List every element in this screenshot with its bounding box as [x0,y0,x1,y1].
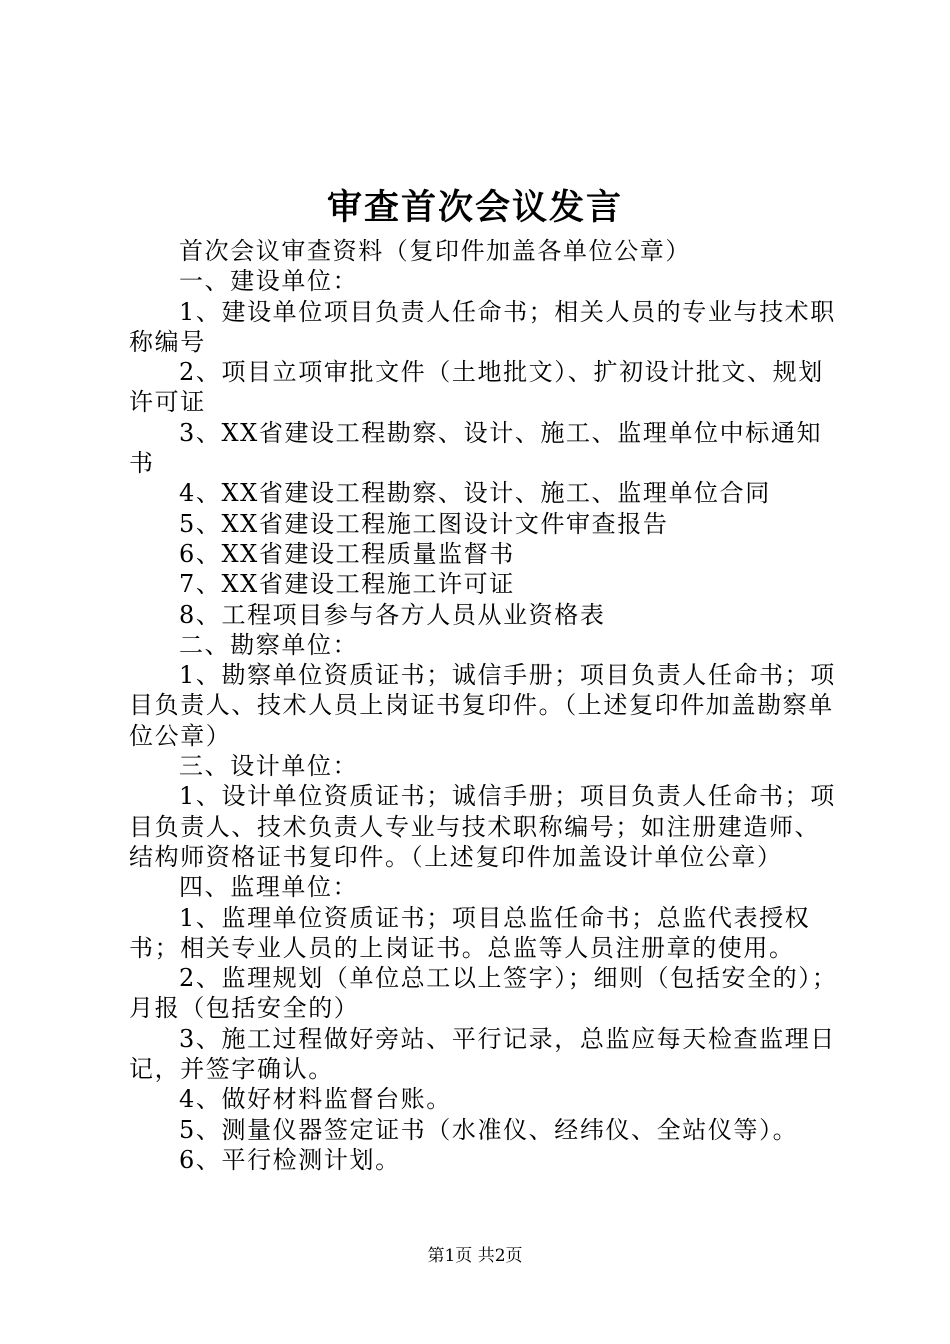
document-title: 审查首次会议发言 [326,187,623,228]
list-item: 8、工程项目参与各方人员从业资格表 [179,600,606,629]
list-item: 5、测量仪器签定证书（水准仪、经纬仪、全站仪等）。 [179,1115,799,1144]
list-item: 1、勘察单位资质证书；诚信手册；项目负责人任命书；项目负责人、技术人员上岗证书复印件。（上述复印件加盖勘察单位公章） [129,661,836,750]
list-item: 4、做好材料监督台账。 [179,1085,452,1114]
list-item: 4、XX省建设工程勘察、设计、施工、监理单位合同 [179,479,771,508]
section-heading-supervision-unit: 四、监理单位： [179,873,359,902]
document-body [129,236,841,1175]
section-heading-design-unit: 三、设计单位： [179,752,359,781]
page-footer: 第1页 共2页 [427,1246,523,1266]
list-item: 1、设计单位资质证书；诚信手册；项目负责人任命书；项目负责人、技术负责人专业与技术职称编号；如注册建造师、结构师资格证书复印件。（上述复印件加盖设计单位公章） [129,782,836,871]
list-item: 5、XX省建设工程施工图设计文件审查报告 [179,509,669,538]
list-item: 6、平行检测计划。 [179,1145,401,1174]
list-item: 2、监理规划（单位总工以上签字）；细则（包括安全的）；月报（包括安全的） [129,964,838,1023]
paragraph-intro: 首次会议审查资料（复印件加盖各单位公章） [179,237,691,265]
list-item: 6、XX省建设工程质量监督书 [179,539,515,568]
list-item: 3、施工过程做好旁站、平行记录，总监应每天检查监理日记，并签字确认。 [129,1024,836,1084]
list-item: 2、项目立项审批文件（土地批文）、扩初设计批文、规划许可证 [129,358,824,417]
list-item: 7、XX省建设工程施工许可证 [179,570,515,599]
list-item: 1、监理单位资质证书；项目总监任命书；总监代表授权书；相关专业人员的上岗证书。总监等人员注册章的使用。 [129,903,811,962]
section-heading-construction-unit: 一、建设单位： [179,267,359,296]
list-item: 3、XX省建设工程勘察、设计、施工、监理单位中标通知书 [129,418,823,478]
list-item: 1、建设单位项目负责人任命书；相关人员的专业与技术职称编号 [129,297,836,356]
section-heading-survey-unit: 二、勘察单位： [179,630,359,659]
